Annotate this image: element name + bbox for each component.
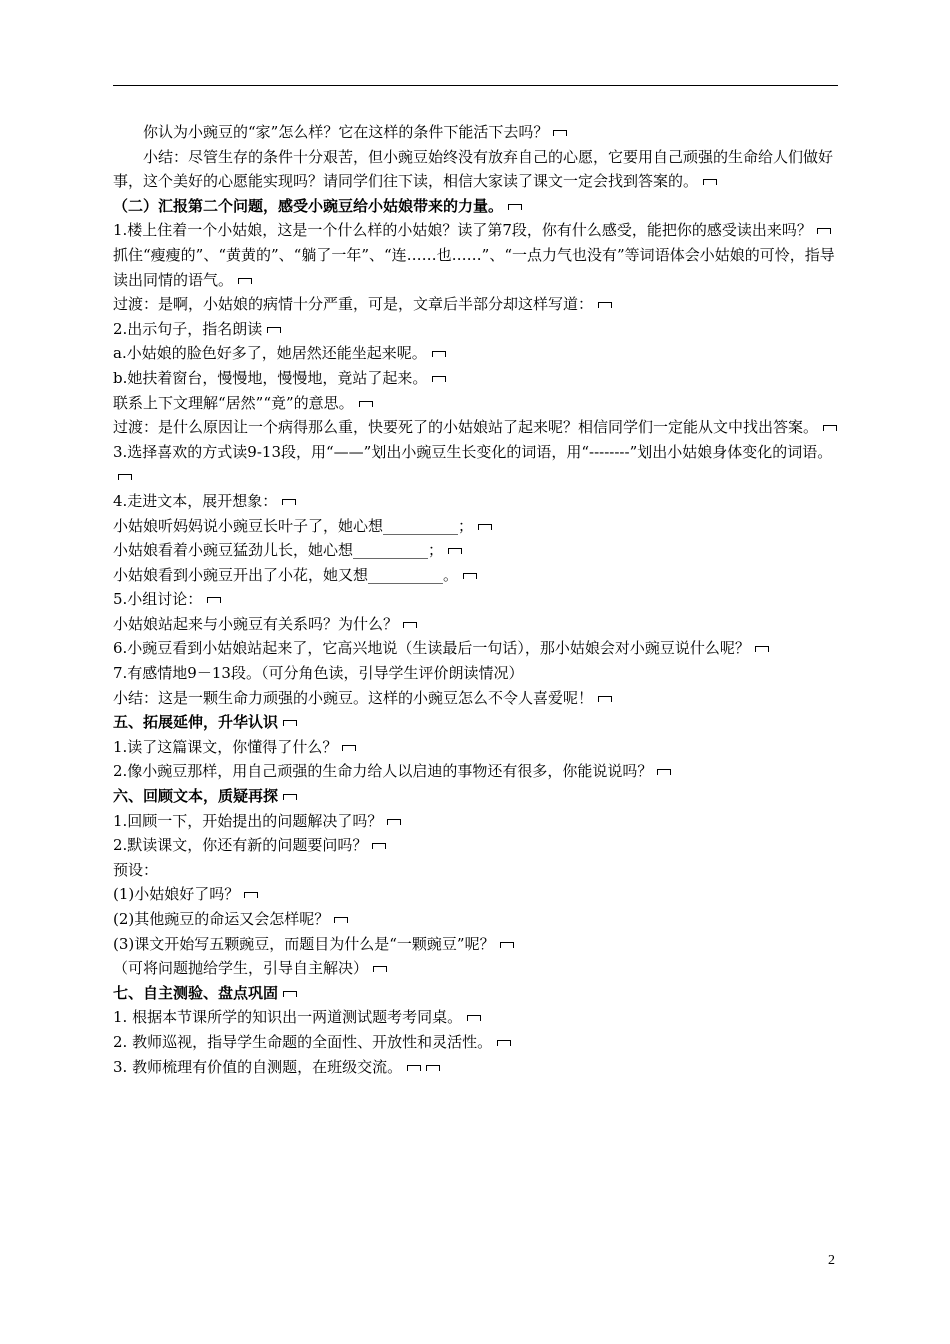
text-line — [113, 612, 838, 637]
text-line — [113, 563, 838, 588]
text-line — [113, 538, 838, 563]
line-text: 3. 教师梳理有价值的自测题，在班级交流。 — [113, 1057, 403, 1076]
line-text: 1. 根据本节课所学的知识出一两道测试题考考同桌。 — [113, 1008, 463, 1027]
line-text: 3.选择喜欢的方式读9-13段，用“——”划出小豌豆生长变化的词语，用“--------”划出小姑娘身体变化的词语。 — [113, 442, 833, 461]
line-text: 小姑娘看着小豌豆猛劲儿长，她心想__________； — [113, 541, 444, 560]
paragraph-mark-icon — [432, 351, 446, 357]
paragraph-mark-icon — [283, 720, 297, 726]
text-line — [113, 489, 838, 514]
text-line — [113, 391, 838, 416]
paragraph-mark-icon — [372, 843, 386, 849]
text-line — [113, 218, 838, 243]
line-text: 1.楼上住着一个小姑娘，这是一个什么样的小姑娘？读了第7段，你有什么感受，能把你的感受读出来吗？ — [113, 221, 812, 240]
page-number: 2 — [828, 1253, 835, 1268]
line-text: 2. 教师巡视，指导学生命题的全面性、开放性和灵活性。 — [113, 1032, 493, 1051]
paragraph-mark-icon — [817, 228, 831, 234]
line-text: 1.回顾一下，开始提出的问题解决了吗？ — [113, 811, 383, 830]
line-text: 7.有感情地9－13段。（可分角色读，引导学生评价朗读情况） — [113, 664, 524, 683]
paragraph-mark-icon — [508, 204, 522, 210]
text-line — [113, 833, 838, 858]
paragraph-mark-icon — [359, 401, 373, 407]
paragraph-mark-icon — [283, 794, 297, 800]
paragraph-mark-icon — [497, 1040, 511, 1046]
line-text: 5.小组讨论： — [113, 590, 203, 609]
paragraph-mark-icon — [207, 597, 221, 603]
text-line — [113, 514, 838, 539]
line-text: 小姑娘听妈妈说小豌豆长叶子了，她心想__________； — [113, 516, 474, 535]
section-heading — [113, 981, 838, 1006]
line-text: 过渡：是什么原因让一个病得那么重，快要死了的小姑娘站了起来呢？相信同学们一定能从文中找出答案。 — [113, 418, 819, 437]
paragraph-mark-icon — [432, 376, 446, 382]
line-text: 七、自主测验、盘点巩固 — [113, 983, 279, 1002]
line-text: 小结：尽管生存的条件十分艰苦，但小豌豆始终没有放弃自己的心愿，它要用自己顽强的生命给人们做好事，这个美好的心愿能实现吗？请同学们往下读，相信大家读了课文一定会找到答案的。 — [113, 147, 834, 191]
text-line — [113, 661, 838, 686]
text-line — [113, 735, 838, 760]
text-line — [113, 932, 838, 957]
text-line — [113, 809, 838, 834]
paragraph-mark-icon — [282, 499, 296, 505]
text-line — [113, 1005, 838, 1030]
line-text: a.小姑娘的脸色好多了，她居然还能坐起来呢。 — [113, 344, 427, 363]
text-line — [113, 292, 838, 317]
line-text: 你认为小豌豆的“家”怎么样？它在这样的条件下能活下去吗？ — [143, 123, 549, 141]
document-body — [113, 120, 838, 1079]
paragraph-mark-icon — [334, 917, 348, 923]
line-text: 2.出示句子，指名朗读 — [113, 319, 263, 338]
paragraph-mark-icon — [467, 1015, 481, 1021]
paragraph-mark-icon — [478, 524, 492, 530]
text-line — [113, 317, 838, 342]
line-text: 1.读了这篇课文，你懂得了什么？ — [113, 737, 338, 756]
line-text: 六、回顾文本，质疑再探 — [113, 787, 279, 806]
paragraph-mark-icon — [373, 966, 387, 972]
text-line — [113, 759, 838, 784]
paragraph-mark-icon — [387, 819, 401, 825]
section-heading — [113, 784, 838, 809]
paragraph-mark-icon — [598, 696, 612, 702]
text-line — [113, 120, 838, 145]
text-line — [113, 907, 838, 932]
line-text: (3)课文开始写五颗豌豆，而题目为什么是“一颗豌豆”呢？ — [113, 934, 495, 953]
paragraph-mark-icon — [500, 942, 514, 948]
paragraph-mark-icon — [407, 1065, 421, 1071]
text-line — [113, 1055, 838, 1080]
text-line — [113, 636, 838, 661]
line-text: b.她扶着窗台，慢慢地，慢慢地，竟站了起来。 — [113, 368, 428, 387]
text-line — [113, 366, 838, 391]
paragraph-mark-icon — [342, 745, 356, 751]
line-text: 抓住“瘦瘦的”、“黄黄的”、“躺了一年”、“连……也……”、“一点力气也没有”等词语体会小姑娘的可怜，指导读出同情的语气。 — [113, 245, 835, 289]
line-text: 预设： — [113, 860, 159, 879]
text-line — [113, 415, 838, 440]
text-line — [113, 341, 838, 366]
line-text: 小姑娘看到小豌豆开出了小花，她又想__________。 — [113, 565, 459, 584]
line-text: 2.像小豌豆那样，用自己顽强的生命力给人以启迪的事物还有很多，你能说说吗？ — [113, 762, 653, 781]
section-heading — [113, 710, 838, 735]
paragraph-mark-icon — [426, 1065, 440, 1071]
text-line — [113, 956, 838, 981]
paragraph-mark-icon — [267, 327, 281, 333]
paragraph-mark-icon — [238, 278, 252, 284]
line-text: （可将问题抛给学生，引导自主解决） — [113, 959, 369, 978]
paragraph-mark-icon — [283, 991, 297, 997]
header-rule — [113, 85, 838, 86]
text-line — [113, 686, 838, 711]
paragraph-mark-icon — [703, 179, 717, 185]
line-text: 联系上下文理解“居然”“竟”的意思。 — [113, 393, 354, 412]
text-line — [113, 587, 838, 612]
paragraph-mark-icon — [553, 130, 567, 136]
text-line — [113, 882, 838, 907]
line-text: 6.小豌豆看到小姑娘站起来了，它高兴地说（生读最后一句话），那小姑娘会对小豌豆说什么呢？ — [113, 639, 750, 658]
line-text: (1)小姑娘好了吗？ — [113, 885, 240, 904]
paragraph-mark-icon — [118, 474, 132, 480]
text-line — [113, 858, 838, 883]
line-text: 小姑娘站起来与小豌豆有关系吗？为什么？ — [113, 614, 399, 633]
paragraph-mark-icon — [823, 425, 837, 431]
text-line — [113, 1030, 838, 1055]
paragraph-mark-icon — [244, 892, 258, 898]
paragraph-mark-icon — [463, 573, 477, 579]
line-text: (2)其他豌豆的命运又会怎样呢？ — [113, 910, 330, 928]
paragraph-mark-icon — [403, 622, 417, 628]
line-text: 过渡：是啊，小姑娘的病情十分严重，可是，文章后半部分却这样写道： — [113, 295, 594, 314]
text-line — [113, 243, 838, 292]
paragraph-mark-icon — [448, 548, 462, 554]
line-text: 4.走进文本，展开想象： — [113, 491, 278, 510]
line-text: 2.默读课文，你还有新的问题要问吗？ — [113, 836, 368, 855]
text-line — [113, 440, 838, 489]
paragraph-mark-icon — [657, 769, 671, 775]
line-text: （二）汇报第二个问题，感受小豌豆给小姑娘带来的力量。 — [113, 196, 504, 215]
section-heading — [113, 194, 838, 219]
line-text: 五、拓展延伸，升华认识 — [113, 713, 279, 732]
paragraph-mark-icon — [598, 302, 612, 308]
text-line — [113, 145, 838, 194]
paragraph-mark-icon — [755, 646, 769, 652]
line-text: 小结：这是一颗生命力顽强的小豌豆。这样的小豌豆怎么不令人喜爱呢！ — [113, 688, 594, 707]
